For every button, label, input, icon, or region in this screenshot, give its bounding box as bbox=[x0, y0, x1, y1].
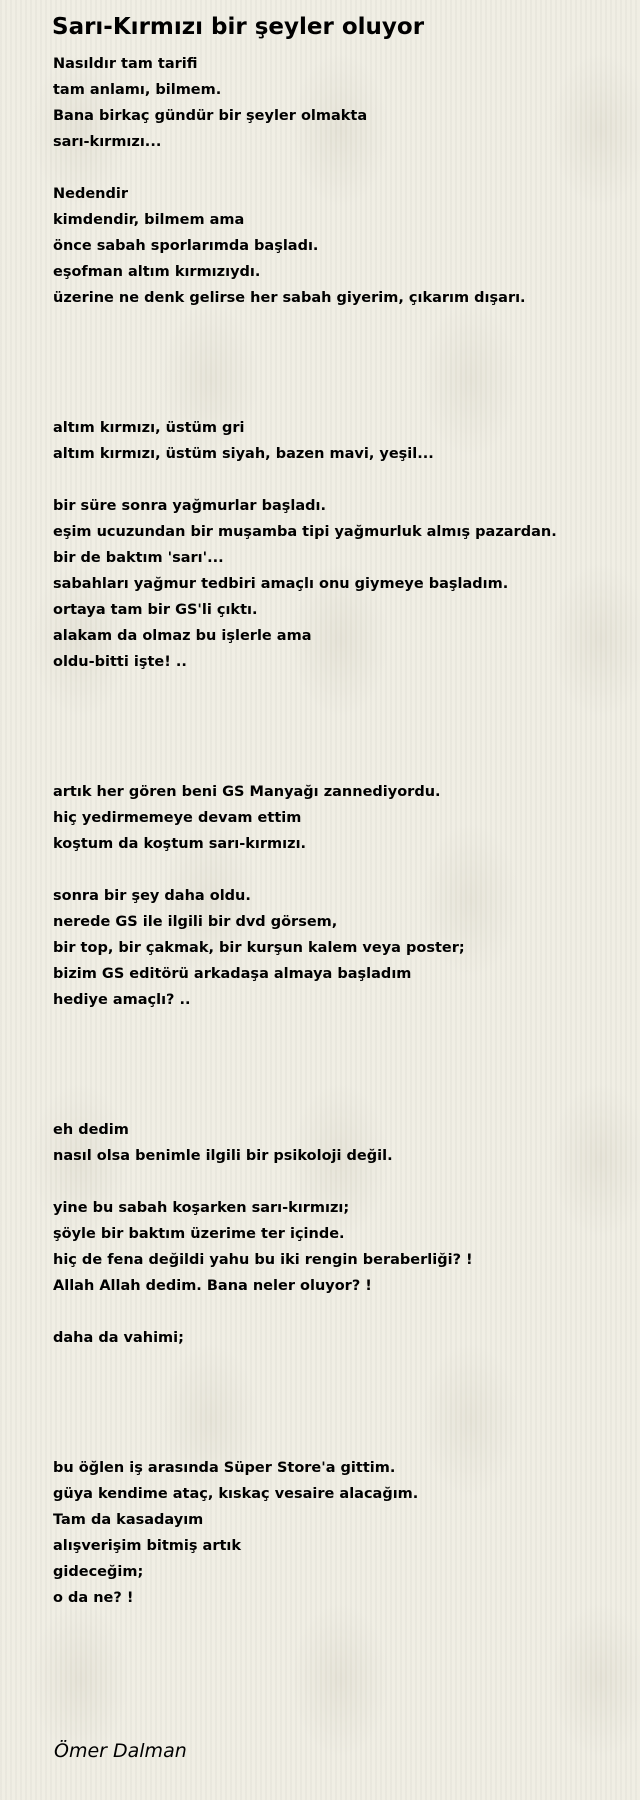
poem-line: ortaya tam bir GS'li çıktı. bbox=[53, 602, 258, 618]
poem-line: kimdendir, bilmem ama bbox=[53, 212, 245, 228]
poem-line: bir süre sonra yağmurlar başladı. bbox=[53, 498, 326, 514]
poem-line: bir top, bir çakmak, bir kurşun kalem veya poster; bbox=[53, 940, 465, 956]
poem-line: altım kırmızı, üstüm gri bbox=[53, 420, 245, 436]
poem-line: alışverişim bitmiş artık bbox=[53, 1538, 242, 1554]
stanza-gap bbox=[53, 1377, 623, 1403]
poem-line: Tam da kasadayım bbox=[53, 1512, 204, 1528]
poem-line: hiç yedirmemeye devam ettim bbox=[53, 810, 302, 826]
stanza-gap bbox=[53, 1169, 623, 1195]
stanza-gap bbox=[53, 467, 623, 493]
poem-line: daha da vahimi; bbox=[53, 1330, 184, 1346]
stanza-gap bbox=[53, 675, 623, 701]
poem-line: şöyle bir baktım üzerime ter içinde. bbox=[53, 1226, 345, 1242]
stanza-gap bbox=[53, 857, 623, 883]
stanza-gap bbox=[53, 1403, 623, 1429]
poem-line: koştum da koştum sarı-kırmızı. bbox=[53, 836, 307, 852]
poem-line: Bana birkaç gündür bir şeyler olmakta bbox=[53, 108, 368, 124]
stanza-gap bbox=[53, 1065, 623, 1091]
poem-line: bizim GS editörü arkadaşa almaya başladım bbox=[53, 966, 412, 982]
stanza-gap bbox=[53, 1091, 623, 1117]
poem-line: hiç de fena değildi yahu bu iki rengin beraberliği? ! bbox=[53, 1252, 473, 1268]
stanza-gap bbox=[53, 1299, 623, 1325]
poem-line: altım kırmızı, üstüm siyah, bazen mavi, yeşil... bbox=[53, 446, 434, 462]
poem-line: bu öğlen iş arasında Süper Store'a gittim. bbox=[53, 1460, 396, 1476]
poem-line: sabahları yağmur tedbiri amaçlı onu giymeye başladım. bbox=[53, 576, 509, 592]
poem-line: nasıl olsa benimle ilgili bir psikoloji değil. bbox=[53, 1148, 393, 1164]
poem-line: artık her gören beni GS Manyağı zannediyordu. bbox=[53, 784, 441, 800]
poem-line: hediye amaçlı? .. bbox=[53, 992, 191, 1008]
poem-line: tam anlamı, bilmem. bbox=[53, 82, 222, 98]
poem-line: Allah Allah dedim. Bana neler oluyor? ! bbox=[53, 1278, 372, 1294]
poem-line: Nedendir bbox=[53, 186, 129, 202]
poem-line: eh dedim bbox=[53, 1122, 129, 1138]
poem-title: Sarı-Kırmızı bir şeyler oluyor bbox=[52, 14, 425, 40]
stanza-gap bbox=[53, 727, 623, 753]
stanza-gap bbox=[53, 753, 623, 779]
stanza-gap bbox=[53, 337, 623, 363]
poem-line: nerede GS ile ilgili bir dvd görsem, bbox=[53, 914, 338, 930]
poem-line: alakam da olmaz bu işlerle ama bbox=[53, 628, 312, 644]
poem-line: önce sabah sporlarımda başladı. bbox=[53, 238, 319, 254]
stanza-gap bbox=[53, 1351, 623, 1377]
stanza-gap bbox=[53, 1039, 623, 1065]
poem-author: Ömer Dalman bbox=[54, 1740, 187, 1762]
poem-line: sonra bir şey daha oldu. bbox=[53, 888, 251, 904]
poem-line: Nasıldır tam tarifi bbox=[53, 56, 198, 72]
poem-body bbox=[53, 51, 623, 1611]
poem-line: eşofman altım kırmızıydı. bbox=[53, 264, 261, 280]
stanza-gap bbox=[53, 155, 623, 181]
poem-line: sarı-kırmızı... bbox=[53, 134, 162, 150]
poem-line: oldu-bitti işte! .. bbox=[53, 654, 187, 670]
poem-line: bir de baktım 'sarı'... bbox=[53, 550, 224, 566]
poem-line: o da ne? ! bbox=[53, 1590, 134, 1606]
poem-line: gideceğim; bbox=[53, 1564, 144, 1580]
poem-line: üzerine ne denk gelirse her sabah giyerim, çıkarım dışarı. bbox=[53, 290, 526, 306]
stanza-gap bbox=[53, 1013, 623, 1039]
stanza-gap bbox=[53, 363, 623, 389]
poem-line: güya kendime ataç, kıskaç vesaire alacağım. bbox=[53, 1486, 419, 1502]
poem-line: eşim ucuzundan bir muşamba tipi yağmurluk almış pazardan. bbox=[53, 524, 557, 540]
stanza-gap bbox=[53, 311, 623, 337]
stanza-gap bbox=[53, 389, 623, 415]
stanza-gap bbox=[53, 701, 623, 727]
poem-line: yine bu sabah koşarken sarı-kırmızı; bbox=[53, 1200, 350, 1216]
stanza-gap bbox=[53, 1429, 623, 1455]
